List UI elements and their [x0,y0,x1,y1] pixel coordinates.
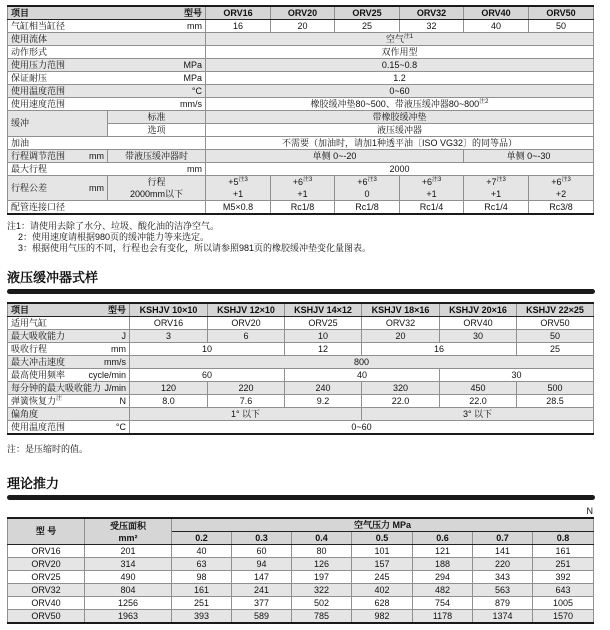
value-cell: 20 [271,20,335,33]
thrust-value-cell: 101 [352,545,413,558]
tolerance-lower: +1 [490,189,502,199]
value-cell: 0.15~0.8 [206,59,594,72]
thrust-row [8,545,594,558]
value-cell [206,33,594,46]
unit-text: mm/s [180,98,202,109]
thrust-value-cell: 643 [533,584,594,597]
column-header-kshjv: KSHJV 18×16 [362,303,440,317]
unit-text: MPa [183,59,202,70]
value-cell: 28.5 [517,395,594,408]
row-deflection-angle [8,408,594,421]
thrust-value-cell: 80 [292,545,352,558]
thrust-value-cell: 589 [232,610,292,624]
thrust-value-cell: 241 [232,584,292,597]
thrust-value-cell: 563 [473,584,533,597]
area-cell: 490 [85,571,172,584]
tolerance-upper: +6 [421,177,432,187]
corner-cell [8,303,130,317]
label-text: 配管连接口径 [11,201,66,212]
row-port-size [8,201,594,215]
sub-label: 标准 [108,111,206,124]
absorber-spec-table [7,302,594,435]
label-text: 使用压力范围 [11,59,66,70]
thrust-value-cell: 40 [172,545,232,558]
row-stroke-adjust [8,150,594,163]
corner-model-label: 型号 [107,304,126,315]
column-header-kshjv: KSHJV 10×10 [130,303,208,317]
value-cell: 1.2 [206,72,594,85]
thrust-value-cell: 251 [172,597,232,610]
pressure-header-cell: 0.8 [533,532,594,545]
label-text: 缓冲 [11,118,30,128]
thrust-value-cell: 377 [232,597,292,610]
value-cell: 320 [362,382,440,395]
value-cell: 50 [529,20,594,33]
row-label [8,382,130,395]
unit-text: mm [89,150,104,161]
thrust-value-cell: 157 [352,558,413,571]
row-label [8,369,130,382]
thrust-value-cell: 1374 [473,610,533,624]
sub-label-line2: 2000mm以下 [129,189,184,199]
table2-note: 注：是压缩时的值。 [7,444,89,454]
thrust-value-cell: 188 [413,558,473,571]
thrust-value-cell: 754 [413,597,473,610]
row-label [8,317,130,330]
value-cell: 50 [517,330,594,343]
row-temperature [8,85,594,98]
row-label [8,59,206,72]
area-header-line2: mm² [118,532,138,543]
row-spring-force [8,395,594,408]
unit-text: J [121,330,126,341]
tolerance-upper: +5 [228,177,239,187]
value-cell: 450 [440,382,517,395]
label-text: 动作形式 [11,46,48,57]
value-cell: 液压缓冲器 [206,124,594,137]
model-cell: ORV32 [8,584,85,597]
thrust-row [8,558,594,571]
value-cell: 30 [440,369,594,382]
thrust-value-cell: 982 [352,610,413,624]
column-header-kshjv: KSHJV 22×25 [517,303,594,317]
value-cell: 7.6 [208,395,285,408]
column-header-orv16: ORV16 [206,6,271,20]
label-text: 行程调节范围 [11,150,66,161]
section-divider-bar [7,495,595,500]
thrust-unit-label: N [586,506,593,516]
thrust-value-cell: 343 [473,571,533,584]
thrust-row [8,610,594,624]
label-text: 适用气缸 [11,317,48,328]
row-label [8,98,206,111]
thrust-value-cell: 251 [533,558,594,571]
row-label [8,176,108,201]
row-bore [8,20,594,33]
unit-text: mm [111,343,126,354]
label-text: 偏角度 [11,408,39,419]
pressure-header-cell: 0.3 [232,532,292,545]
thrust-row [8,571,594,584]
area-cell: 1963 [85,610,172,624]
thrust-table [7,517,594,624]
row-action [8,46,594,59]
value-cell: ORV32 [362,317,440,330]
label-text: 每分钟的最大吸收能力 [11,382,102,393]
sub-label-line1: 行程 [147,177,166,187]
tolerance-cell [271,176,335,201]
tolerance-lower: 0 [364,189,370,199]
value-cell: ORV40 [440,317,517,330]
corner-cell [8,6,206,20]
thrust-value-cell: 161 [533,545,594,558]
unit-text: °C [115,421,126,432]
row-label [8,137,206,150]
tolerance-cell [529,176,594,201]
thrust-value-cell: 1005 [533,597,594,610]
model-cell: ORV20 [8,558,85,571]
row-pressure [8,59,594,72]
thrust-value-cell: 322 [292,584,352,597]
pressure-header-cell: 0.4 [292,532,352,545]
row-label [8,72,206,85]
row-label [8,46,206,59]
thrust-value-cell: 161 [172,584,232,597]
tolerance-lower: +1 [426,189,437,199]
label-text: 保证耐压 [11,72,48,83]
row-label [8,111,108,137]
value-cell: 22.0 [362,395,440,408]
value-cell: ORV25 [285,317,362,330]
unit-text: N [119,395,126,406]
column-header-orv40: ORV40 [464,6,529,20]
model-cell: ORV50 [8,610,85,624]
unit-text: MPa [183,72,202,83]
thrust-value-cell: 121 [413,545,473,558]
value-cell: 40 [464,20,529,33]
unit-text: mm [89,182,104,193]
model-cell: ORV25 [8,571,85,584]
corner-item-label: 项目 [11,7,30,18]
value-cell: 30 [440,330,517,343]
label-text: 吸收行程 [11,343,48,354]
section-title-theoretical-thrust: 理论推力 [7,476,60,491]
value-cell: 25 [335,20,400,33]
row-label [8,408,130,421]
value-cell: 单侧 0~-20 [206,150,464,163]
value-cell: 120 [130,382,208,395]
row-fluid [8,33,594,46]
corner-item-label: 项目 [11,304,30,315]
value-cell: Rc1/4 [464,201,529,215]
thrust-value-cell: 879 [473,597,533,610]
tolerance-lower: +1 [232,189,244,199]
note-marker: 注3 [367,177,377,183]
thrust-value-cell: 245 [352,571,413,584]
thrust-value-cell: 392 [533,571,594,584]
unit-text: °C [191,85,202,96]
value-cell: 3 [130,330,208,343]
value-cell: Rc3/8 [529,201,594,215]
thrust-value-cell: 294 [413,571,473,584]
value-cell [206,98,594,111]
spec-header-row [8,6,594,20]
thrust-value-cell: 502 [292,597,352,610]
row-temperature-range [8,421,594,435]
column-header-kshjv: KSHJV 12×10 [208,303,285,317]
pressure-header-cell: 0.2 [172,532,232,545]
model-cell: ORV40 [8,597,85,610]
row-label [8,421,130,435]
note-marker: 注2 [479,98,489,105]
value-text: 橡胶缓冲垫80~500、带液压缓冲器80~800 [310,98,480,109]
row-max-impact-speed [8,356,594,369]
label-text: 气缸相当缸径 [11,20,66,31]
label-text: 加油 [11,137,30,148]
row-label [8,20,206,33]
note-marker: 注3 [496,177,506,183]
tolerance-lower: +2 [555,189,567,199]
thrust-value-cell: 141 [473,545,533,558]
value-cell: 16 [362,343,517,356]
value-cell: 800 [130,356,594,369]
value-cell: 9.2 [285,395,362,408]
sub-label: 选项 [108,124,206,137]
row-label [8,201,206,215]
label-text: 行程公差 [11,182,48,193]
label-text: 最大吸收能力 [11,330,66,341]
pressure-group-header: 空气压力 MPa [172,518,594,532]
note-marker: 注3 [561,177,571,183]
value-text: 空气 [385,33,404,44]
column-header-orv32: ORV32 [400,6,464,20]
value-cell: 0~60 [206,85,594,98]
model-cell: ORV16 [8,545,85,558]
unit-text: mm/s [104,356,126,367]
area-column-header [85,518,172,545]
thrust-value-cell: 60 [232,545,292,558]
area-cell: 804 [85,584,172,597]
value-cell: 8.0 [130,395,208,408]
pressure-header-cell: 0.5 [352,532,413,545]
value-cell: ORV16 [130,317,208,330]
column-header-kshjv: KSHJV 20×16 [440,303,517,317]
label-inner: 弹簧恢复力 [11,395,57,406]
value-cell: 20 [362,330,440,343]
area-cell: 1256 [85,597,172,610]
row-label [8,356,130,369]
unit-text: cycle/min [88,369,126,380]
row-absorption-stroke [8,343,594,356]
note-marker: 注3 [302,177,313,183]
tolerance-lower: +1 [297,189,308,199]
thrust-value-cell: 197 [292,571,352,584]
thrust-value-cell: 220 [473,558,533,571]
row-label [8,33,206,46]
column-header-orv20: ORV20 [271,6,335,20]
thrust-value-cell: 482 [413,584,473,597]
label-text: 最高使用频率 [11,369,66,380]
thrust-value-cell: 98 [172,571,232,584]
sub-label: 带液压缓冲器时 [108,150,206,163]
area-cell: 201 [85,545,172,558]
thrust-value-cell: 402 [352,584,413,597]
value-cell: 单侧 0~-30 [464,150,594,163]
label-text: 最大冲击速度 [11,356,66,367]
column-header-orv50: ORV50 [529,6,594,20]
note-marker: 注1 [403,33,414,40]
label-text [11,396,62,406]
table1-notes [7,221,602,254]
tolerance-cell [400,176,464,201]
area-cell: 314 [85,558,172,571]
thrust-value-cell: 147 [232,571,292,584]
value-cell: 10 [285,330,362,343]
row-absorption-per-minute [8,382,594,395]
column-header-orv25: ORV25 [335,6,400,20]
value-cell: 32 [400,20,464,33]
tolerance-upper: +6 [357,177,368,187]
value-cell: Rc1/8 [335,201,400,215]
tolerance-cell [206,176,271,201]
thrust-value-cell: 393 [172,610,232,624]
value-cell: 12 [285,343,362,356]
value-cell: 6 [208,330,285,343]
pressure-header-cell: 0.6 [413,532,473,545]
value-cell: 22.0 [440,395,517,408]
value-cell: 240 [285,382,362,395]
thrust-row [8,597,594,610]
note-line-1: 注1：请使用去除了水分、垃圾、酸化油的洁净空气。 [7,221,220,231]
row-label [8,395,130,408]
tolerance-upper: +7 [486,177,497,187]
section-title-hydraulic-absorber: 液压缓冲器式样 [7,270,99,285]
label-text: 使用温度范围 [11,421,66,432]
label-text: 使用温度范围 [11,85,66,96]
note-line-2: 2：使用速度请根据980页的缓冲能力等来选定。 [18,232,210,242]
thrust-value-cell: 1570 [533,610,594,624]
value-cell: M5×0.8 [206,201,271,215]
value-cell: 不需要（加油时，请加1种透平油〔ISO VG32〕的同等品） [206,137,594,150]
row-max-frequency [8,369,594,382]
unit-text: J/min [104,382,126,393]
unit-text: mm [187,163,202,174]
thrust-row [8,584,594,597]
area-header-line1: 受压面积 [109,520,146,531]
label-text: 最大行程 [11,163,48,174]
value-cell: 双作用型 [206,46,594,59]
column-header-kshjv: KSHJV 14×12 [285,303,362,317]
value-cell: 2000 [206,163,594,176]
row-proof-pressure [8,72,594,85]
general-spec-table [7,5,594,215]
note-marker: 注3 [238,177,248,183]
thrust-value-cell: 628 [352,597,413,610]
pressure-header-cell: 0.7 [473,532,533,545]
value-cell: 1° 以下 [130,408,362,421]
tolerance-cell [464,176,529,201]
row-label [8,330,130,343]
row-lubrication [8,137,594,150]
thrust-value-cell: 785 [292,610,352,624]
thrust-value-cell: 94 [232,558,292,571]
value-cell: Rc1/4 [400,201,464,215]
value-cell: 10 [130,343,285,356]
tolerance-upper: +6 [551,177,562,187]
thrust-value-cell: 63 [172,558,232,571]
value-cell: ORV50 [517,317,594,330]
value-cell: 16 [206,20,271,33]
value-cell: ORV20 [208,317,285,330]
note-marker: 注3 [431,177,442,183]
tolerance-upper: +6 [292,177,303,187]
value-cell: 25 [517,343,594,356]
row-label [8,343,130,356]
sub-label [108,176,206,201]
row-cushion-standard [8,111,594,124]
row-applicable-cylinder [8,317,594,330]
unit-text: mm [187,20,202,31]
row-label [8,85,206,98]
value-cell: 0~60 [130,421,594,435]
tolerance-cell [335,176,400,201]
thrust-header-row-1 [8,518,594,532]
label-text: 使用流体 [11,33,48,44]
row-label [8,150,108,163]
section-divider-bar [7,289,595,294]
label-text: 使用速度范围 [11,98,66,109]
value-cell: 500 [517,382,594,395]
note-marker: 注 [56,395,63,402]
corner-model-label: 型号 [183,7,202,18]
value-cell: 60 [130,369,285,382]
absorber-header-row [8,303,594,317]
row-label [8,163,206,176]
row-max-stroke [8,163,594,176]
value-cell: Rc1/8 [271,201,335,215]
row-max-absorption [8,330,594,343]
row-speed [8,98,594,111]
thrust-value-cell: 1178 [413,610,473,624]
model-column-header: 型 号 [8,518,85,545]
row-stroke-tolerance [8,176,594,201]
value-cell: 220 [208,382,285,395]
value-cell: 3° 以下 [362,408,594,421]
value-cell: 40 [285,369,440,382]
thrust-value-cell: 126 [292,558,352,571]
value-cell: 带橡胶缓冲垫 [206,111,594,124]
note-line-3: 3：根据使用气压的不同，行程也会有变化，所以请参照981页的橡胶缓冲垫变化量图表。 [18,243,372,253]
